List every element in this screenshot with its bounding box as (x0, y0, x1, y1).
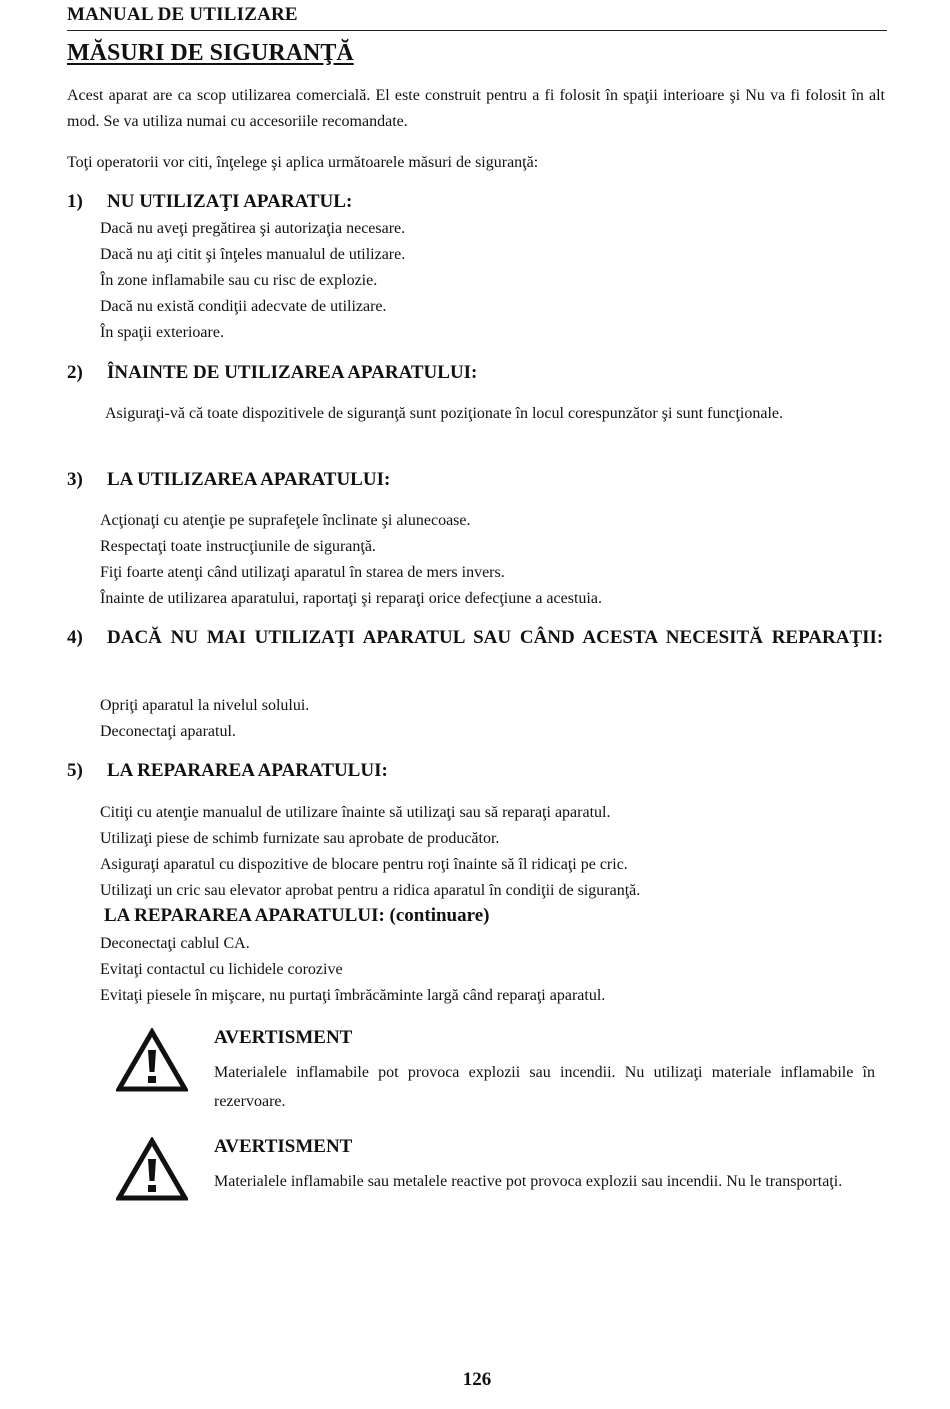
section-number: 5) (67, 760, 83, 781)
section-number: 1) (67, 191, 83, 212)
section-heading (67, 359, 885, 387)
list-item: Dacă nu există condiţii adecvate de utilizare. (100, 298, 387, 315)
section-title: ÎNAINTE DE UTILIZAREA APARATULUI: (107, 362, 478, 383)
section-list (100, 931, 890, 1009)
list-item: Deconectaţi cablul CA. (100, 935, 250, 952)
section-list (100, 508, 890, 612)
section-heading (67, 757, 885, 785)
warning-triangle-icon (116, 1028, 188, 1092)
list-item: Citiţi cu atenţie manualul de utilizare înainte să utilizaţi sau să reparaţi aparatul. (100, 804, 611, 821)
running-header: MANUAL DE UTILIZARE (67, 4, 887, 31)
warning-text: Materialele inflamabile pot provoca explozii sau incendii. Nu utilizaţi materiale inflamabile în rezervoare. (214, 1064, 875, 1110)
list-item: Evitaţi contactul cu lichidele corozive (100, 961, 343, 978)
intro-paragraph: Acest aparat are ca scop utilizarea comercială. El este construit pentru a fi folosit în spaţii interioare şi Nu va fi folosit în alt mod. Se va utiliza numai cu accesoriile recomandate. (67, 87, 885, 130)
warning-box (116, 1026, 876, 1126)
list-item: Asiguraţi aparatul cu dispozitive de blocare pentru roţi înainte să îl ridicaţi pe cric. (100, 856, 628, 873)
section-paragraph: Asiguraţi-vă că toate dispozitivele de siguranţă sunt poziţionate în locul corespunzător şi sunt funcţionale. (105, 405, 784, 422)
list-item: În zone inflamabile sau cu risc de explozie. (100, 272, 378, 289)
list-item: Utilizaţi un cric sau elevator aprobat pentru a ridica aparatul în condiţii de siguranţă. (100, 882, 641, 899)
section-title: LA UTILIZAREA APARATULUI: (107, 469, 391, 490)
warning-triangle-icon (116, 1137, 188, 1201)
section-number: 3) (67, 469, 83, 490)
list-item: Evitaţi piesele în mişcare, nu purtaţi îmbrăcăminte largă când reparaţi aparatul. (100, 987, 606, 1004)
section-list (100, 216, 890, 346)
warning-title: AVERTISMENT (214, 1027, 353, 1048)
list-item: Fiţi foarte atenţi când utilizaţi aparatul în starea de mers invers. (100, 564, 505, 581)
section-heading (67, 624, 885, 652)
list-item: Deconectaţi aparatul. (100, 723, 236, 740)
list-item: Opriţi aparatul la nivelul solului. (100, 697, 310, 714)
section-title: DACĂ NU MAI UTILIZAŢI APARATUL SAU CÂND ACESTA NECESITĂ REPARAŢII: (107, 627, 884, 648)
section-number: 4) (67, 627, 83, 648)
list-item: Dacă nu aveţi pregătirea şi autorizaţia necesare. (100, 220, 406, 237)
intro-paragraph: Toţi operatorii vor citi, înţelege şi aplica următoarele măsuri de siguranţă: (67, 154, 539, 171)
list-item: Utilizaţi piese de schimb furnizate sau aprobate de producător. (100, 830, 500, 847)
list-item: Acţionaţi cu atenţie pe suprafeţele înclinate şi alunecoase. (100, 512, 471, 529)
warning-box (116, 1135, 876, 1235)
section-list (100, 800, 890, 904)
section-heading (67, 466, 885, 494)
list-item: Respectaţi toate instrucţiunile de siguranţă. (100, 538, 376, 555)
page-title: MĂSURI DE SIGURANŢĂ (67, 40, 354, 66)
section-title: LA REPARAREA APARATULUI: (107, 760, 388, 781)
section-heading (67, 188, 885, 216)
section-title: NU UTILIZAŢI APARATUL: (107, 191, 353, 212)
warning-text: Materialele inflamabile sau metalele reactive pot provoca explozii sau incendii. Nu le transportaţi. (214, 1173, 843, 1190)
page-number: 126 (462, 1369, 492, 1390)
section-number: 2) (67, 362, 83, 383)
list-item: În spaţii exterioare. (100, 324, 224, 341)
section-list (100, 693, 890, 745)
list-item: Înainte de utilizarea aparatului, raportaţi şi reparaţi orice defecţiune a acestuia. (100, 590, 602, 607)
continuation-heading: LA REPARAREA APARATULUI: (continuare) (104, 905, 490, 926)
list-item: Dacă nu aţi citit şi înţeles manualul de utilizare. (100, 246, 406, 263)
warning-title: AVERTISMENT (214, 1136, 353, 1157)
